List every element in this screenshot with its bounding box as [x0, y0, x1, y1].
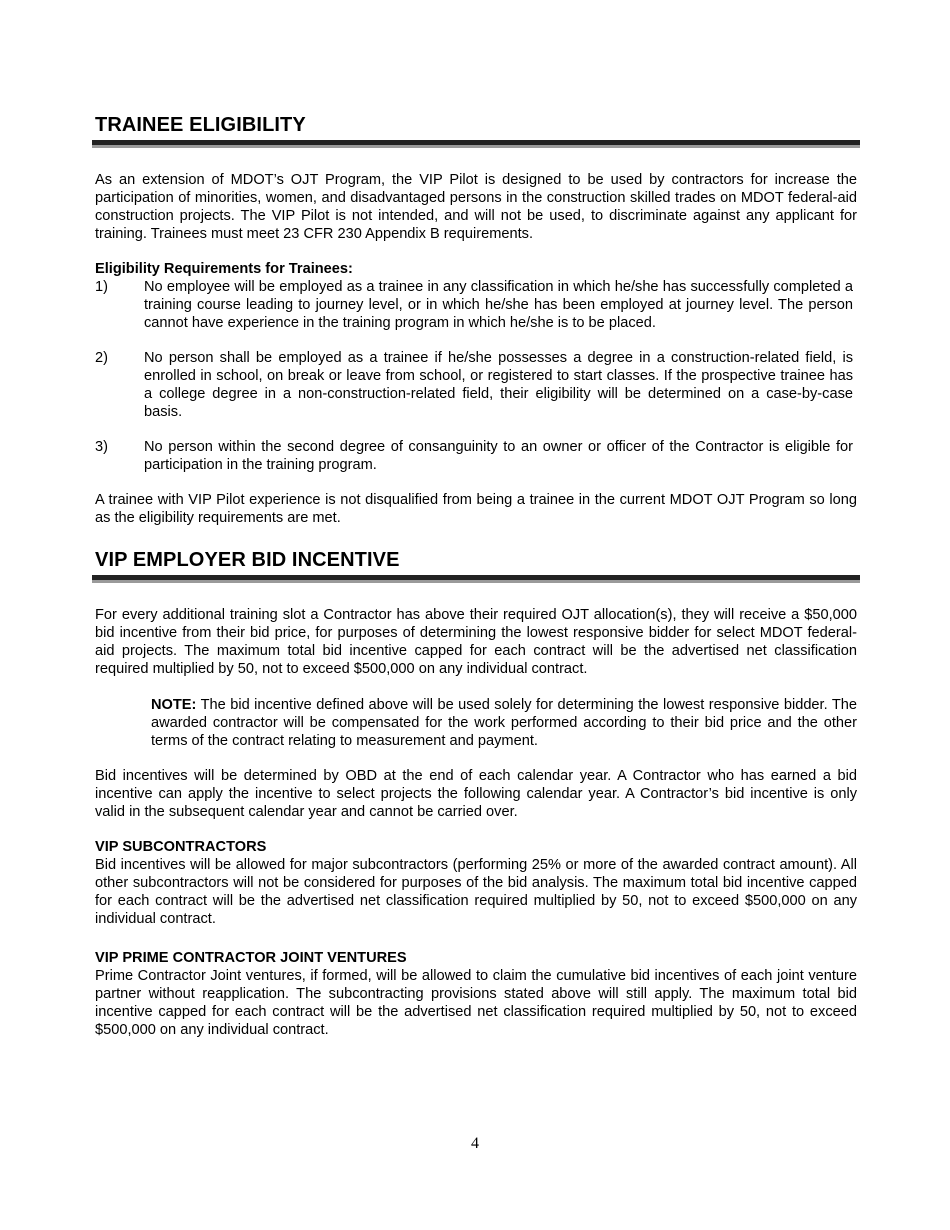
vip-subcontractors-text: Bid incentives will be allowed for major subcontractors (performing 25% or more of the awarded contract amount). All other subcontractors will not be considered for purposes of the bid analysis. The maximum total bid incentive capped for each contract will be the advertised net classification required multiplied by 50, not to exceed $500,000 on any individual contract.	[95, 857, 857, 927]
section-divider	[92, 140, 860, 145]
list-item-text: No person shall be employed as a trainee if he/she possesses a degree in a construction-related field, is enrolled in school, on break or leave from school, or registered to start classes. If the prospective trainee has a college degree in a non-construction-related field, their eligibility will be determined on a case-by-case basis.	[144, 350, 853, 420]
list-item-number: 1)	[95, 279, 108, 295]
trainee-intro-paragraph: As an extension of MDOT’s OJT Program, the VIP Pilot is designed to be used by contractors for increase the participation of minorities, women, and disadvantaged persons in the construction skilled trades on MDOT federal-aid construction projects. The VIP Pilot is not intended, and will not be used, to discriminate against any applicant for training. Trainees must meet 23 CFR 230 Appendix B requirements.	[95, 172, 857, 242]
section-divider	[92, 575, 860, 580]
obd-paragraph: Bid incentives will be determined by OBD at the end of each calendar year. A Contractor who has earned a bid incentive can apply the incentive to select projects the following calendar year. A Contractor’s bid incentive is only valid in the subsequent calendar year and cannot be carried over.	[95, 768, 857, 820]
note-text: The bid incentive defined above will be used solely for determining the lowest responsive bidder. The awarded contractor will be compensated for the work performed according to their bid price and the other terms of the contract relating to measurement and payment.	[151, 697, 857, 749]
trainee-closing-paragraph: A trainee with VIP Pilot experience is not disqualified from being a trainee in the current MDOT OJT Program so long as the eligibility requirements are met.	[95, 492, 857, 526]
list-item-text: No person within the second degree of consanguinity to an owner or officer of the Contractor is eligible for participation in the training program.	[144, 439, 853, 473]
note-paragraph	[151, 696, 857, 750]
bid-incentive-intro-paragraph: For every additional training slot a Contractor has above their required OJT allocation(s), they will receive a $50,000 bid incentive from their bid price, for purposes of determining the lowest responsive bidder for select MDOT federal-aid projects. The maximum total bid incentive capped for each contract will be the advertised net classification required multiplied by 50, not to exceed $500,000 on any individual contract.	[95, 607, 857, 677]
note-label: NOTE:	[151, 697, 197, 713]
section-title-trainee-eligibility: TRAINEE ELIGIBILITY	[95, 114, 306, 136]
list-item-number: 2)	[95, 350, 108, 366]
eligibility-requirements-heading: Eligibility Requirements for Trainees:	[95, 261, 353, 277]
joint-ventures-text: Prime Contractor Joint ventures, if formed, will be allowed to claim the cumulative bid incentives of each joint venture partner without reapplication. The subcontracting provisions stated above will still apply. The maximum total bid incentive capped for each contract will be the advertised net classification required multiplied by 50, not to exceed $500,000 on any individual contract.	[95, 968, 857, 1038]
vip-subcontractors-heading: VIP SUBCONTRACTORS	[95, 839, 267, 855]
list-item-number: 3)	[95, 439, 108, 455]
section-title-bid-incentive: VIP EMPLOYER BID INCENTIVE	[95, 549, 400, 571]
joint-ventures-heading: VIP PRIME CONTRACTOR JOINT VENTURES	[95, 950, 407, 966]
list-item-text: No employee will be employed as a trainee in any classification in which he/she has successfully completed a training course leading to journey level, or in which he/she has been employed at journey level. The person cannot have experience in the training program in which he/she is to be placed.	[144, 279, 853, 331]
page-number: 4	[471, 1135, 479, 1152]
